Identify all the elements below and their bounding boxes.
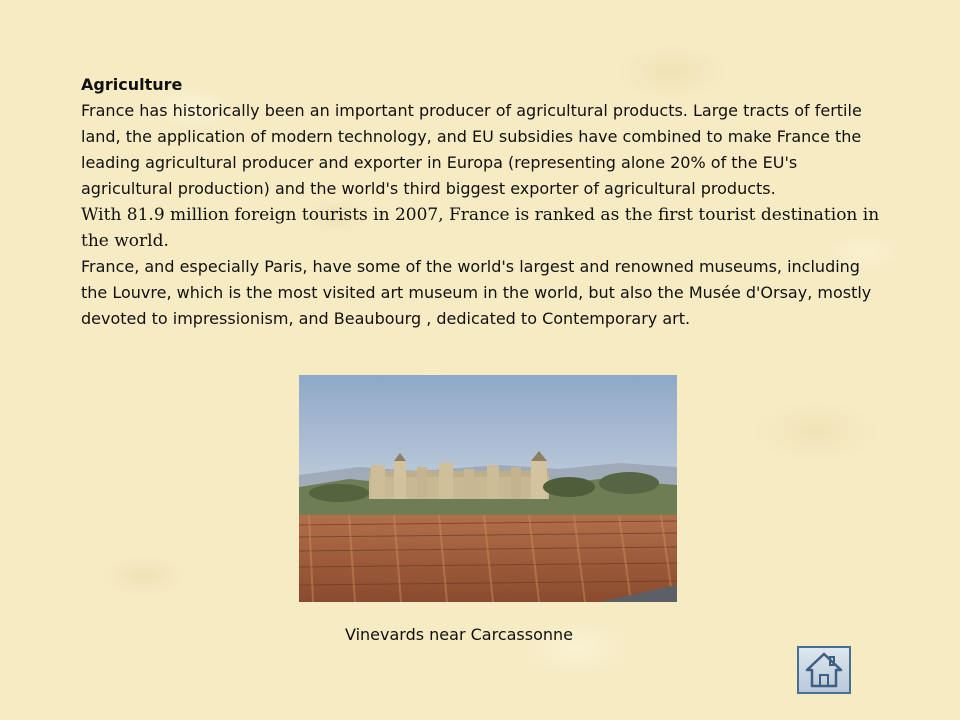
home-button[interactable] bbox=[797, 646, 851, 694]
home-icon bbox=[799, 648, 849, 692]
tourism-paragraph: With 81.9 million foreign tourists in 2007, France is ranked as the first tourist destination in the world. bbox=[81, 205, 880, 251]
agriculture-paragraph: France has historically been an important producer of agricultural products. Large tracts of fertile land, the application of modern technology, and EU subsidies have combined to make France the leading agricultural producer and exporter in Europa (representing alone 20% of the EU's agricultural production) and the world's third biggest exporter of agricultural products. bbox=[81, 101, 862, 198]
text-content bbox=[81, 72, 881, 332]
photo-caption: Vinevards near Carcassonne bbox=[344, 625, 573, 644]
vineyard-photo bbox=[299, 375, 677, 602]
section-heading: Agriculture bbox=[81, 75, 183, 94]
museums-paragraph: France, and especially Paris, have some of the world's largest and renowned museums, including the Louvre, which is the most visited art museum in the world, but also the Musée d'Orsay, mostly devoted to impressionism, and Beaubourg , dedicated to Contemporary art. bbox=[81, 257, 872, 328]
